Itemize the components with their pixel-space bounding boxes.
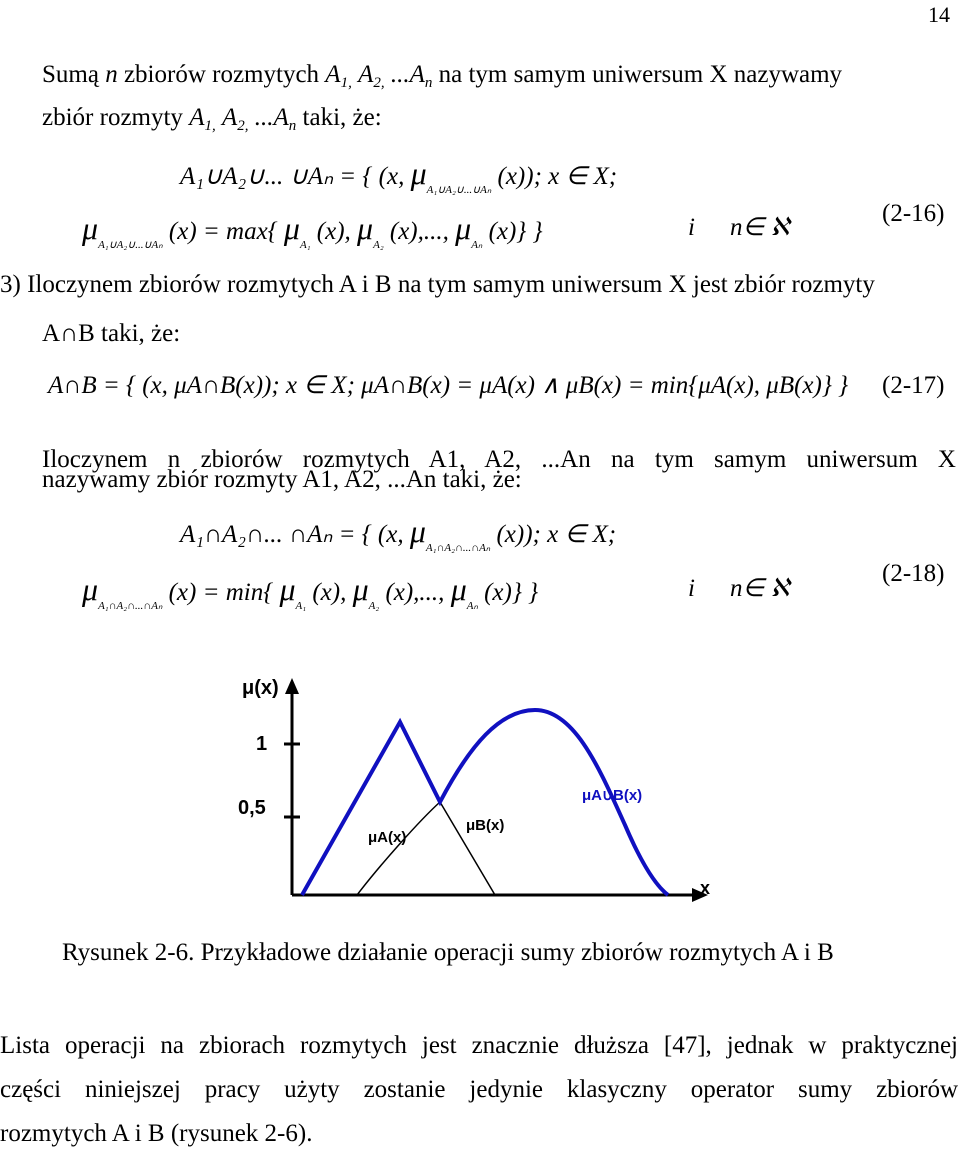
- equation-2-16-membership: $\mu_{A_1\cup A_2\cup...\cup A_n}$ (x) = max{ $\mu_{A_1}$ (x), $\mu_{A_2}$ (x),..., $\mu_{A_n}$ (x)} }: [82, 210, 543, 251]
- mu-union-label: μA∪B(x): [582, 787, 643, 804]
- equation-2-18-domain: n∈ ℵ: [730, 575, 790, 602]
- closing-line-2: części niniejszej pracy użyty zostanie jedynie klasyczny operator sumy zbiorów: [0, 1076, 958, 1103]
- union-figure: [230, 670, 730, 915]
- mu-b-label: μB(x): [466, 817, 505, 834]
- equation-2-16-set: A₁∪A₂∪... ∪Aₙ = { (x, $\mu_{A_1\cup A_2\cup...\cup A_n}$ (x)); x ∈ X;: [180, 155, 618, 196]
- closing-line-3: rozmytych A i B (rysunek 2-6).: [0, 1120, 313, 1147]
- equation-2-16-label: (2-16): [882, 200, 945, 227]
- mu-a-curve-tail: [440, 802, 495, 895]
- equation-2-18-membership: $\mu_{A_1\cap A_2\cap...\cap A_n}$ (x) = min{ $\mu_{A_1}$ (x), $\mu_{A_2}$ (x),..., $\mu_{A_n}$ (x)} }: [82, 571, 539, 612]
- equation-2-18-i: i: [688, 575, 695, 602]
- page-number: 14: [928, 2, 950, 27]
- closing-line-1: Lista operacji na zbiorach rozmytych jest znacznie dłuższa [47], jednak w praktycznej: [0, 1032, 958, 1059]
- union-def-line-1: Sumą n zbiorów rozmytych $A_{1,}$ $A_{2,}$ $...A_n$ na tym samym uniwersum X nazywamy: [42, 61, 843, 91]
- intersection-intro-line-1: 3) Iloczynem zbiorów rozmytych A i B na tym samym uniwersum X jest zbiór rozmyty: [0, 271, 875, 298]
- intersection-def-line-1: Iloczynem n zbiorów rozmytych A1, A2, ...An na tym samym uniwersum X: [42, 446, 956, 473]
- x-axis-label: x: [700, 878, 711, 898]
- equation-2-17: A∩B = { (x, μA∩B(x)); x ∈ X; μA∩B(x) = μA(x) ∧ μB(x) = min{μA(x), μB(x)} }: [48, 372, 849, 399]
- equation-2-18-label: (2-18): [882, 560, 945, 587]
- equation-2-16-i: i: [688, 214, 695, 241]
- y-axis-arrow: [285, 678, 299, 694]
- tick-1-label: 1: [256, 733, 268, 755]
- equation-2-16-domain: n∈ ℵ: [730, 214, 790, 241]
- figure-caption: Rysunek 2-6. Przykładowe działanie operacji sumy zbiorów rozmytych A i B: [62, 939, 834, 966]
- equation-2-18-set: A₁∩A₂∩... ∩Aₙ = { (x, $\mu_{A_1\cap A_2\cap...\cap A_n}$ (x)); x ∈ X;: [180, 513, 617, 554]
- intersection-def-line-2: nazywamy zbiór rozmyty A1, A2, ...An taki, że:: [42, 466, 522, 493]
- union-def-line-2: zbiór rozmyty $A_{1,}$ $A_{2,}$ $...A_n$ taki, że:: [42, 104, 382, 134]
- y-axis-label: μ(x): [242, 677, 279, 699]
- mu-b-curve-tail: [357, 802, 440, 895]
- intersection-intro-line-2: A∩B taki, że:: [42, 320, 181, 347]
- equation-2-17-label: (2-17): [882, 372, 945, 399]
- tick-05-label: 0,5: [238, 797, 266, 819]
- mu-a-label: μA(x): [368, 829, 407, 846]
